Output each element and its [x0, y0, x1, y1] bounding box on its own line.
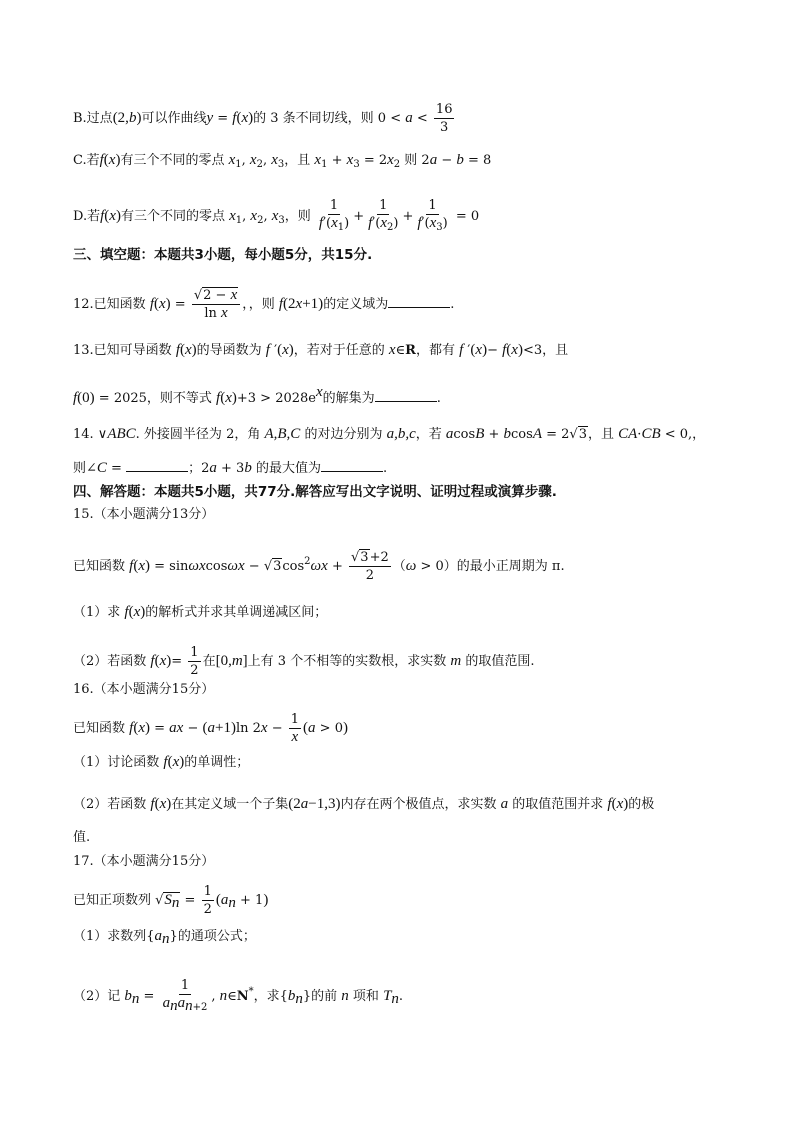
question-17-title: 17.（本小题满分15分）	[73, 854, 215, 869]
question-13-line-2: f(0) = 2025，则不等式 $f(x)+3 > 2028e^x$的解集为 .	[73, 384, 441, 406]
question-17-stem: 已知正项数列 $√S_n$ = $\frac{1}{2}$ $(a_n + 1)$	[73, 884, 269, 917]
question-15-title: 15.（本小题满分13分）	[73, 507, 215, 522]
question-16-stem: 已知函数 f(x) = ax − (a+1)ln 2x − $\frac{1}{x}$ (a > 0)	[73, 712, 348, 745]
question-16-part-1: （1）讨论函数 f(x)的单调性；	[73, 754, 250, 770]
question-15-stem: 已知函数 $f(x) = \sin\omega xcos\omega x - √3\cos^2\omega x$ + $\frac{√3+2}{2}$ （ω > 0）的最小正周期为 π.	[73, 550, 565, 583]
question-13-line-1: 13.已知可导函数 f(x)的导函数为 f ′(x)，若对于任意的 x∈R，都有 f ′(x)− f(x)<3，且	[73, 342, 569, 358]
option-c: C.若f(x)有三个不同的零点 $x_1$, $x_2$, $x_3$，且 $x_1 + x_3 = 2x_2$ 则 2a − b = 8	[73, 152, 492, 170]
question-15-part-2: （2）若函数 f(x)= $\frac{1}{2}$ 在[0,m]上有 3 个不相等的实数根，求实数 m 的取值范围.	[73, 645, 535, 678]
section-3-heading: 三、填空题：本题共3小题，每小题5分，共15分.	[73, 247, 373, 263]
question-17-part-1: （1）求数列$\{a_n\}$的通项公式；	[73, 928, 256, 947]
question-15-part-1: （1）求 f(x)的解析式并求其单调递减区间；	[73, 604, 328, 620]
option-d: D.若f(x)有三个不同的零点 $x_1$, $x_2$, $x_3$，则 $\frac{1}{f'(x_1)}$ + $\frac{1}{f'(x_2)}$ + $\frac{1}{f'(x_3)}$ = 0	[73, 198, 480, 233]
question-16-part-2-cont: 值.	[73, 830, 91, 845]
option-b: B.过点(2,b)可以作曲线y = f(x)的 3 条不同切线，则 0 < a < $\frac{16}{3}$	[73, 102, 453, 135]
question-16-title: 16.（本小题满分15分）	[73, 682, 215, 697]
section-4-heading: 四、解答题：本题共5小题，共77分.解答应写出文字说明、证明过程或演算步骤.	[73, 484, 557, 500]
question-12: 12.已知函数 f(x) = $\frac{√2 - x}{\text{ln x}}$ ，，则 f(2x+1)的定义域为 .	[73, 287, 455, 321]
question-16-part-2: （2）若函数 f(x)在其定义域一个子集(2a−1,3)内存在两个极值点，求实数 a 的取值范围并求 f(x)的极	[73, 796, 655, 812]
question-14-line-1: 14. ∨ABC. 外接圆半径为 2，角 A,B,C 的对边分别为 a,b,c，若 acosB + bcosA = 2√3，且 CA·CB < 0,，	[73, 426, 706, 442]
question-17-part-2: （2）记 $b_n$ = $\frac{1}{a_na_{n+2}}$ , n∈N*，求$\{b_n\}$的前 n 项和 $T_n$.	[73, 978, 404, 1014]
question-14-line-2: 则∠C = ；2a + 3b 的最大值为 .	[73, 460, 388, 476]
